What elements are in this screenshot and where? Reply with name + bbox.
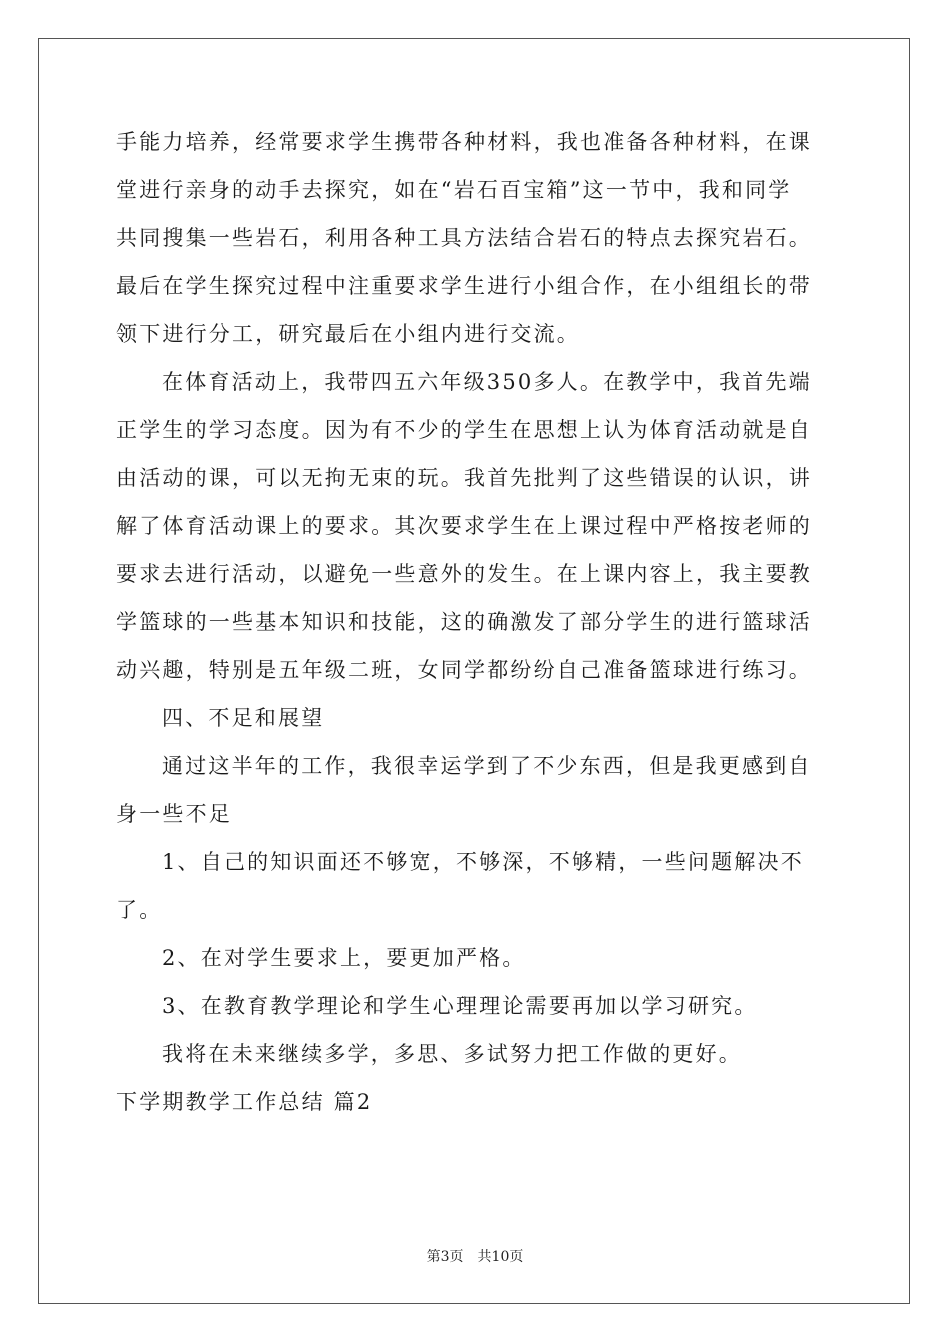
list-item: 1、自己的知识面还不够宽，不够深，不够精，一些问题解决不 bbox=[162, 850, 804, 874]
document-title: 下学期教学工作总结 篇2 bbox=[116, 1090, 373, 1114]
page-footer bbox=[0, 1248, 950, 1266]
paragraph-line: 领下进行分工，研究最后在小组内进行交流。 bbox=[116, 322, 580, 346]
paragraph-line: 学篮球的一些基本知识和技能，这的确激发了部分学生的进行篮球活 bbox=[116, 610, 812, 634]
page-number: 第3页 bbox=[426, 1249, 464, 1265]
document-body bbox=[116, 130, 836, 1138]
paragraph-line: 正学生的学习态度。因为有不少的学生在思想上认为体育活动就是自 bbox=[116, 418, 812, 442]
list-item: 3、在教育教学理论和学生心理理论需要再加以学习研究。 bbox=[162, 994, 758, 1018]
paragraph-line: 要求去进行活动，以避免一些意外的发生。在上课内容上，我主要教 bbox=[116, 562, 812, 586]
paragraph-line: 身一些不足 bbox=[116, 802, 232, 826]
section-heading: 四、不足和展望 bbox=[162, 706, 325, 730]
paragraph-line: 由活动的课，可以无拘无束的玩。我首先批判了这些错误的认识，讲 bbox=[116, 466, 812, 490]
paragraph-line: 动兴趣，特别是五年级二班，女同学都纷纷自己准备篮球进行练习。 bbox=[116, 658, 812, 682]
paragraph-line: 通过这半年的工作，我很幸运学到了不少东西，但是我更感到自 bbox=[162, 754, 812, 778]
paragraph-line: 手能力培养，经常要求学生携带各种材料，我也准备各种材料，在课 bbox=[116, 130, 812, 154]
paragraph-line: 共同搜集一些岩石，利用各种工具方法结合岩石的特点去探究岩石。 bbox=[116, 226, 812, 250]
paragraph-line: 最后在学生探究过程中注重要求学生进行小组合作，在小组组长的带 bbox=[116, 274, 812, 298]
list-item: 2、在对学生要求上，要更加严格。 bbox=[162, 946, 526, 970]
paragraph-line: 解了体育活动课上的要求。其次要求学生在上课过程中严格按老师的 bbox=[116, 514, 812, 538]
paragraph-line: 堂进行亲身的动手去探究，如在“岩石百宝箱”这一节中，我和同学 bbox=[116, 178, 792, 202]
paragraph-line: 在体育活动上，我带四五六年级350多人。在教学中，我首先端 bbox=[162, 370, 812, 394]
page-total: 共10页 bbox=[477, 1249, 524, 1265]
paragraph-line: 我将在未来继续多学，多思、多试努力把工作做的更好。 bbox=[162, 1042, 742, 1066]
paragraph-line: 了。 bbox=[116, 898, 163, 922]
